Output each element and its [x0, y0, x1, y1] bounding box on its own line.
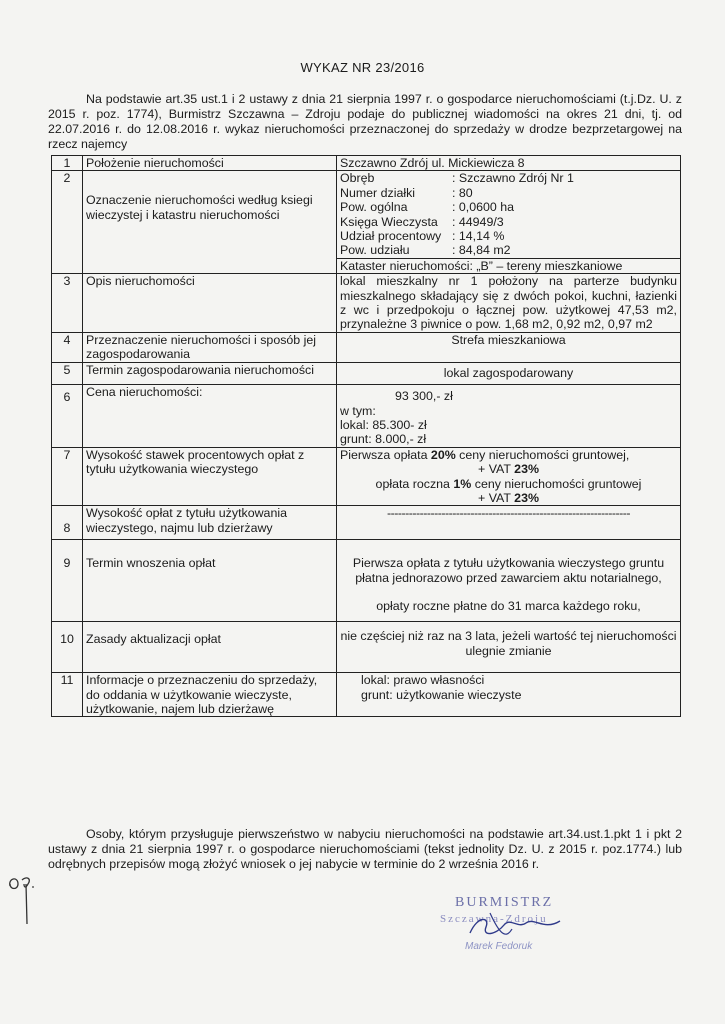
price-wtym: w tym:	[340, 403, 376, 418]
intro-paragraph	[48, 92, 682, 152]
row-label: Przeznaczenie nieruchomości i sposób jej zagospodarowania	[83, 332, 337, 362]
table-row-11	[52, 673, 681, 717]
row-number: 4	[52, 332, 83, 362]
detail-line: Pow. udziału : 84,84 m2	[340, 243, 511, 258]
table-row-7	[52, 447, 681, 506]
property-table	[51, 155, 681, 717]
row-value: Szczawno Zdrój ul. Mickiewicza 8	[337, 156, 681, 171]
fee-line: + VAT 23%	[478, 490, 539, 505]
row-number: 6	[52, 385, 83, 448]
row-value: nie częściej niż raz na 3 lata, jeżeli wartość tej nieruchomości ulegnie zmianie	[337, 622, 681, 673]
row-value-block	[337, 171, 681, 274]
table-row-6	[52, 385, 681, 448]
closing-text: Osoby, którym przysługuje pierwszeństwo w nabyciu nieruchomości na podstawie art.34.ust.1.pkt 1 i pkt 2 ustawy z dnia 21 sierpnia 1997 r. o gospodarce nieruchomościami (tekst jednolity Dz. U. z 2015 r. poz.1774.) lub odrębnych przepisów mogą złożyć wniosek o jej nabycie w terminie do 2 września 2016 r.	[48, 827, 682, 871]
row-value: Strefa mieszkaniowa	[337, 332, 681, 362]
row-label: Cena nieruchomości:	[83, 385, 337, 448]
fee-line: + VAT 23%	[478, 462, 539, 477]
row-number: 9	[52, 540, 83, 622]
row-value: lokal mieszkalny nr 1 położony na parterze budynku mieszkalnego składający się z dwóch pokoi, kuchni, łazienki z wc i przedpokoju o łącznej pow. użytkowej 47,53 m2, przynależne 3 piwnice o pow. 1,68 m2, 0,92 m2, 0,97 m2	[337, 274, 681, 333]
table-row-8	[52, 506, 681, 540]
row-number: 1	[52, 156, 83, 171]
table-row-2	[52, 171, 681, 274]
row-number: 8	[52, 506, 83, 540]
price-grunt: grunt: 8.000,- zł	[340, 432, 427, 447]
stamp-subtitle: Szczawna-Zdroju	[440, 913, 548, 925]
row-label: Zasady aktualizacji opłat	[83, 622, 337, 673]
fee-rates-block	[337, 447, 681, 506]
row-label: Opis nieruchomości	[83, 274, 337, 333]
ownership-grunt: grunt: użytkowanie wieczyste	[361, 687, 522, 702]
stamp-title: BURMISTRZ	[455, 895, 554, 910]
margin-note-scribble	[6, 872, 40, 928]
row-label: Termin wnoszenia opłat	[83, 540, 337, 622]
table-row-10	[52, 622, 681, 673]
row-label: Położenie nieruchomości	[83, 156, 337, 171]
price-total: 93 300,- zł	[395, 389, 453, 404]
fee-line: Pierwsza opłata 20% ceny nieruchomości gruntowej,	[340, 447, 630, 462]
table-row-1	[52, 156, 681, 171]
document-title: WYKAZ NR 23/2016	[300, 60, 425, 75]
row-number: 10	[52, 622, 83, 673]
closing-paragraph	[48, 827, 682, 872]
table-row-3	[52, 274, 681, 333]
ownership-lokal: lokal: prawo własności	[361, 673, 485, 688]
kataster-line: Kataster nieruchomości: „B” – tereny mieszkaniowe	[337, 258, 680, 273]
row-value: -------------------------------------------------------------------	[337, 506, 681, 540]
intro-text: Na podstawie art.35 ust.1 i 2 ustawy z dnia 21 sierpnia 1997 r. o gospodarce nieruchomościami (t.j.Dz. U. z 2015 r. poz. 1774), Burmistrz Szczawna – Zdroju podaje do publicznej wiadomości na okres 21 dni, tj. od 22.07.2016 r. do 12.08.2016 r. wykaz nieruchomości przeznaczonej do sprzedaży w drodze bezprzetargowej na rzecz najemcy	[48, 92, 682, 151]
price-block	[337, 385, 681, 448]
payment-term-annual: opłaty roczne płatne do 31 marca każdego roku,	[376, 598, 641, 613]
table-row-5	[52, 362, 681, 384]
row-label: Termin zagospodarowania nieruchomości	[83, 362, 337, 384]
row-number: 11	[52, 673, 83, 717]
row-number: 2	[52, 171, 83, 274]
handwritten-margin-note	[6, 872, 40, 933]
detail-line: Udział procentowy : 14,14 %	[340, 229, 505, 244]
row-label: Wysokość stawek procentowych opłat z tytułu użytkowania wieczystego	[83, 447, 337, 506]
table-row-9	[52, 540, 681, 622]
payment-term-first: Pierwsza opłata z tytułu użytkowania wieczystego gruntu płatna jednorazowo przed zawarciem aktu notarialnego,	[352, 556, 665, 585]
detail-line: Numer działki : 80	[340, 185, 473, 200]
row-number: 5	[52, 362, 83, 384]
row-label: Wysokość opłat z tytułu użytkowania wieczystego, najmu lub dzierżawy	[83, 506, 337, 540]
detail-line: Pow. ogólna : 0,0600 ha	[340, 200, 515, 215]
ownership-block	[337, 673, 681, 717]
row-label: Oznaczenie nieruchomości według ksiegi wieczystej i katastru nieruchomości	[83, 171, 337, 274]
parcel-details	[337, 171, 680, 257]
row-number: 7	[52, 447, 83, 506]
row-number: 3	[52, 274, 83, 333]
row-label: Informacje o przeznaczeniu do sprzedaży, do oddania w użytkowanie wieczyste, użytkowanie, najem lub dzierżawę	[83, 673, 337, 717]
stamp-name: Marek Fedoruk	[465, 941, 533, 952]
row-value: lokal zagospodarowany	[337, 362, 681, 384]
signature-icon	[460, 905, 570, 945]
payment-terms-block	[337, 540, 681, 622]
mayor-stamp	[440, 895, 580, 965]
table-row-4	[52, 332, 681, 362]
detail-line: Księga Wieczysta : 44949/3	[340, 214, 504, 229]
detail-line: Obręb : Szczawno Zdrój Nr 1	[340, 171, 574, 186]
fee-line: opłata roczna 1% ceny nieruchomości gruntowej	[375, 476, 642, 491]
price-lokal: lokal: 85.300- zł	[340, 417, 427, 432]
